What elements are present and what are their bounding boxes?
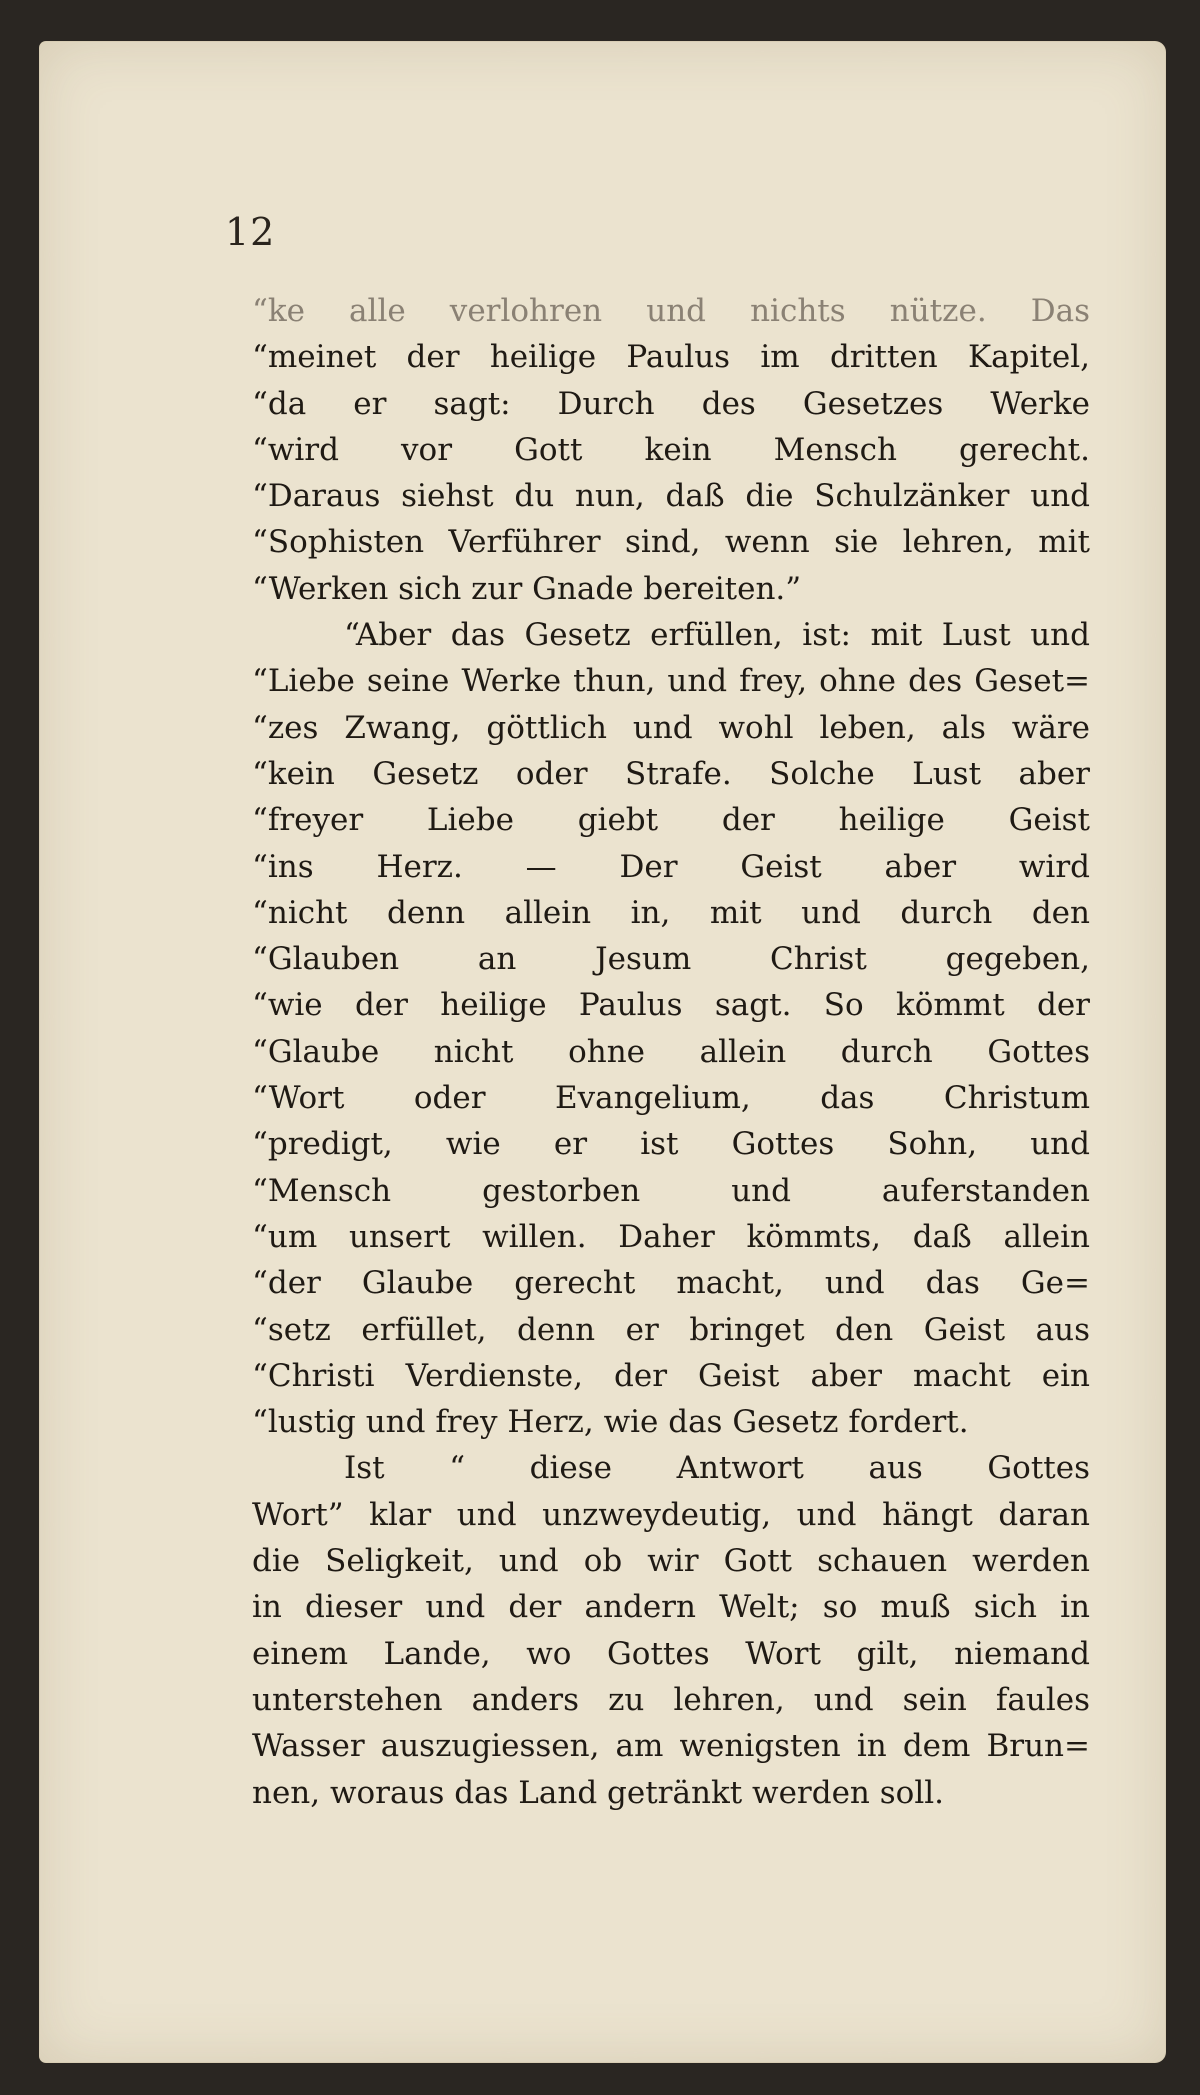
text-line: “Christi Verdienste, der Geist aber macht ein xyxy=(252,1357,1090,1394)
text-line: “Liebe seine Werke thun, und frey, ohne des Geset= xyxy=(252,663,1090,700)
book-page xyxy=(40,42,1165,2062)
text-line: “Wort oder Evangelium, das Christum xyxy=(252,1080,1090,1117)
text-line: in dieser und der andern Welt; so muß sich in xyxy=(252,1589,1090,1626)
text-line: “ins Herz. — Der Geist aber wird xyxy=(252,848,1090,885)
text-line: “Mensch gestorben und auferstanden xyxy=(252,1172,1090,1209)
text-line: Ist “ diese Antwort aus Gottes xyxy=(344,1450,1090,1487)
text-line: “wie der heilige Paulus sagt. So kömmt der xyxy=(252,987,1090,1024)
text-line: “da er sagt: Durch des Gesetzes Werke xyxy=(252,385,1090,422)
text-line: “setz erfüllet, denn er bringet den Geist aus xyxy=(252,1311,1090,1348)
text-line: “nicht denn allein in, mit und durch den xyxy=(252,894,1090,931)
text-line: nen, woraus das Land getränkt werden soll. xyxy=(252,1774,945,1811)
text-line: “Daraus siehst du nun, daß die Schulzänker und xyxy=(252,478,1090,515)
text-line: “Glauben an Jesum Christ gegeben, xyxy=(252,941,1090,978)
text-line: Wasser auszugiessen, am wenigsten in dem Brun= xyxy=(252,1728,1090,1765)
text-line: “wird vor Gott kein Mensch gerecht. xyxy=(252,431,1090,468)
text-line: “kein Gesetz oder Strafe. Solche Lust aber xyxy=(252,755,1090,792)
text-line: “um unsert willen. Daher kömmts, daß allein xyxy=(252,1218,1090,1255)
text-line: Wort” klar und unzweydeutig, und hängt daran xyxy=(252,1496,1090,1533)
text-line: “ke alle verlohren und nichts nütze. Das xyxy=(252,293,1090,329)
text-line: unterstehen anders zu lehren, und sein faules xyxy=(252,1681,1090,1718)
text-line: einem Lande, wo Gottes Wort gilt, niemand xyxy=(252,1635,1090,1672)
text-line: “Werken sich zur Gnade bereiten.” xyxy=(252,570,802,607)
body-text xyxy=(252,288,1090,1816)
text-line: die Seligkeit, und ob wir Gott schauen werden xyxy=(252,1543,1090,1580)
text-line: “Glaube nicht ohne allein durch Gottes xyxy=(252,1033,1090,1070)
text-line: “Sophisten Verführer sind, wenn sie lehren, mit xyxy=(252,524,1090,561)
text-line: “zes Zwang, göttlich und wohl leben, als wäre xyxy=(252,709,1090,746)
text-line: “meinet der heilige Paulus im dritten Kapitel, xyxy=(252,339,1090,376)
text-line: “lustig und frey Herz, wie das Gesetz fordert. xyxy=(252,1404,969,1441)
page-number: 12 xyxy=(225,210,276,254)
text-line: “Aber das Gesetz erfüllen, ist: mit Lust und xyxy=(344,617,1090,654)
text-line: “freyer Liebe giebt der heilige Geist xyxy=(252,802,1090,839)
text-line: “predigt, wie er ist Gottes Sohn, und xyxy=(252,1126,1090,1163)
text-line: “der Glaube gerecht macht, und das Ge= xyxy=(252,1265,1090,1302)
